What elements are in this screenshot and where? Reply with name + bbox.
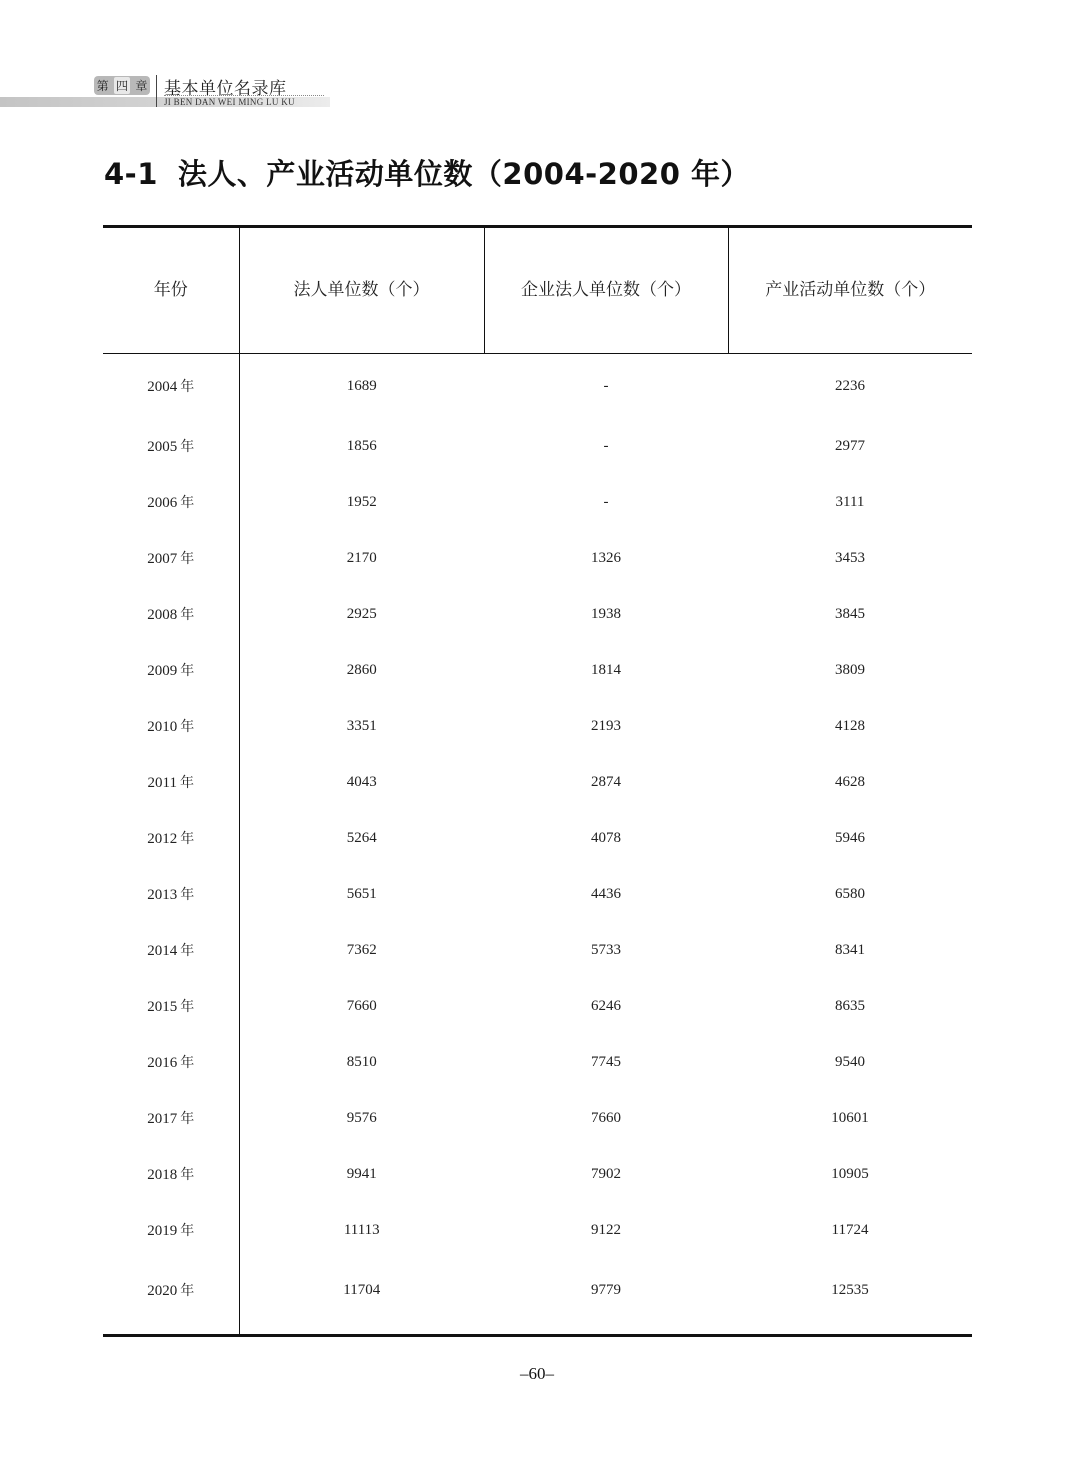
column-header-enterprise-units: 企业法人单位数（个） [484,227,728,354]
cell-enterprise-units: - [603,493,609,510]
cell-activity-units: 3111 [835,493,865,510]
year-value: 2009 [147,663,178,679]
cell-activity-units: 9540 [835,1053,865,1070]
cell-activity-units: 6580 [835,885,865,902]
cell-year [103,1146,239,1202]
cell-enterprise-units: 7745 [591,1053,621,1070]
table-title-text: 法人、产业活动单位数（2004-2020 年） [177,157,750,191]
table-row [103,1034,972,1090]
column-header-legal-units: 法人单位数（个） [239,227,484,354]
section-title: 基本单位名录库 [164,79,287,99]
cell-enterprise-units: 5733 [591,941,621,958]
year-value: 2006 [147,495,178,511]
chapter-badge-char: 四 [115,79,128,93]
table-row [103,978,972,1034]
cell-enterprise-units: 2193 [591,717,621,734]
year-unit: 年 [180,551,195,567]
year-unit: 年 [180,439,195,455]
cell-legal-units: 2860 [346,661,377,678]
year-value: 2007 [147,551,178,567]
table-row [103,354,972,419]
year-unit: 年 [180,607,195,623]
cell-activity-units: 3809 [835,661,865,678]
cell-legal-units: 5651 [346,885,377,902]
cell-year [103,754,239,810]
table-row [103,1202,972,1258]
year-unit: 年 [179,775,194,791]
year-value: 2012 [147,831,178,847]
cell-activity-units: 3845 [835,605,865,622]
year-unit: 年 [180,831,195,847]
table-number: 4-1 [104,157,158,191]
cell-activity-units: 8341 [835,941,865,958]
table-row [103,922,972,978]
year-value: 2014 [147,943,178,959]
table-title [104,152,750,193]
cell-enterprise-units: 9779 [484,1258,728,1336]
year-value: 2015 [147,999,178,1015]
cell-year [103,474,239,530]
cell-activity-units: 5946 [835,829,865,846]
year-value: 2017 [147,1111,178,1127]
year-value: 2019 [147,1223,178,1239]
cell-year [103,922,239,978]
year-unit: 年 [180,719,195,735]
cell-year [103,866,239,922]
section-pinyin: JI BEN DAN WEI MING LU KU [164,97,295,107]
cell-enterprise-units: 1814 [591,661,621,678]
table-row [103,1146,972,1202]
cell-legal-units: 1856 [346,437,377,454]
year-unit: 年 [180,1223,195,1239]
cell-enterprise-units: 4078 [591,829,621,846]
cell-enterprise-units: - [603,377,609,394]
cell-legal-units: 3351 [346,717,377,734]
cell-year [103,1090,239,1146]
table-row [103,866,972,922]
table-header-row [103,227,972,354]
cell-year [103,530,239,586]
cell-enterprise-units: - [603,437,609,454]
cell-year [103,642,239,698]
cell-legal-units: 7362 [346,941,377,958]
table-body [103,354,972,1336]
cell-year [103,354,239,419]
year-unit: 年 [180,1111,195,1127]
cell-activity-units: 3453 [835,549,865,566]
cell-legal-units: 2925 [346,605,377,622]
table-row [103,1258,972,1336]
year-unit: 年 [180,379,195,395]
year-value: 2013 [147,887,178,903]
cell-legal-units: 7660 [346,997,377,1014]
cell-legal-units: 4043 [346,773,377,790]
cell-legal-units: 8510 [346,1053,377,1070]
cell-legal-units: 9941 [346,1165,377,1182]
cell-year [103,978,239,1034]
year-value: 2011 [147,775,177,791]
header-divider [156,75,157,107]
column-header-year: 年份 [103,227,239,354]
year-value: 2005 [147,439,178,455]
cell-legal-units: 5264 [346,829,377,846]
year-unit: 年 [180,943,195,959]
year-unit: 年 [180,495,195,511]
cell-activity-units: 12535 [728,1258,972,1336]
table-row [103,754,972,810]
cell-enterprise-units: 9122 [591,1221,621,1238]
cell-enterprise-units: 7902 [591,1165,621,1182]
year-value: 2004 [147,379,178,395]
cell-enterprise-units: 1326 [591,549,621,566]
year-value: 2018 [147,1167,178,1183]
cell-activity-units: 4628 [835,773,865,790]
cell-legal-units: 9576 [346,1109,377,1126]
page-number: –60– [520,1364,554,1383]
year-unit: 年 [180,1283,195,1299]
cell-year [103,418,239,474]
cell-legal-units: 1689 [346,377,377,394]
cell-enterprise-units: 4436 [591,885,621,902]
cell-enterprise-units: 1938 [591,605,621,622]
year-value: 2008 [147,607,178,623]
cell-activity-units: 2236 [835,377,865,394]
cell-legal-units: 11704 [239,1258,484,1336]
cell-enterprise-units: 2874 [591,773,621,790]
cell-activity-units: 10601 [831,1109,869,1126]
year-unit: 年 [180,1167,195,1183]
cell-enterprise-units: 7660 [591,1109,621,1126]
cell-year [103,1034,239,1090]
table-row [103,586,972,642]
chapter-badge-char: 第 [96,79,109,93]
cell-legal-units: 1952 [346,493,377,510]
year-unit: 年 [180,887,195,903]
cell-activity-units: 11724 [831,1221,869,1238]
year-unit: 年 [180,1055,195,1071]
table-row [103,530,972,586]
table-row [103,474,972,530]
cell-year [103,1258,239,1336]
cell-enterprise-units: 6246 [591,997,621,1014]
table-row [103,418,972,474]
table-row [103,810,972,866]
cell-activity-units: 8635 [835,997,865,1014]
year-unit: 年 [180,663,195,679]
table-row [103,698,972,754]
cell-year [103,698,239,754]
cell-legal-units: 11113 [343,1221,380,1238]
year-unit: 年 [180,999,195,1015]
year-value: 2016 [147,1055,178,1071]
header-dotted-rule [164,95,324,96]
cell-legal-units: 2170 [346,549,377,566]
cell-year [103,586,239,642]
cell-activity-units: 2977 [835,437,865,454]
column-header-activity-units: 产业活动单位数（个） [728,227,972,354]
data-table [103,225,972,1337]
cell-year [103,810,239,866]
chapter-badge [94,76,150,95]
table-row [103,642,972,698]
table-row [103,1090,972,1146]
cell-activity-units: 10905 [831,1165,869,1182]
cell-year [103,1202,239,1258]
year-value: 2020 [147,1283,178,1299]
chapter-badge-char: 章 [135,79,148,93]
year-value: 2010 [147,719,178,735]
cell-activity-units: 4128 [835,717,865,734]
